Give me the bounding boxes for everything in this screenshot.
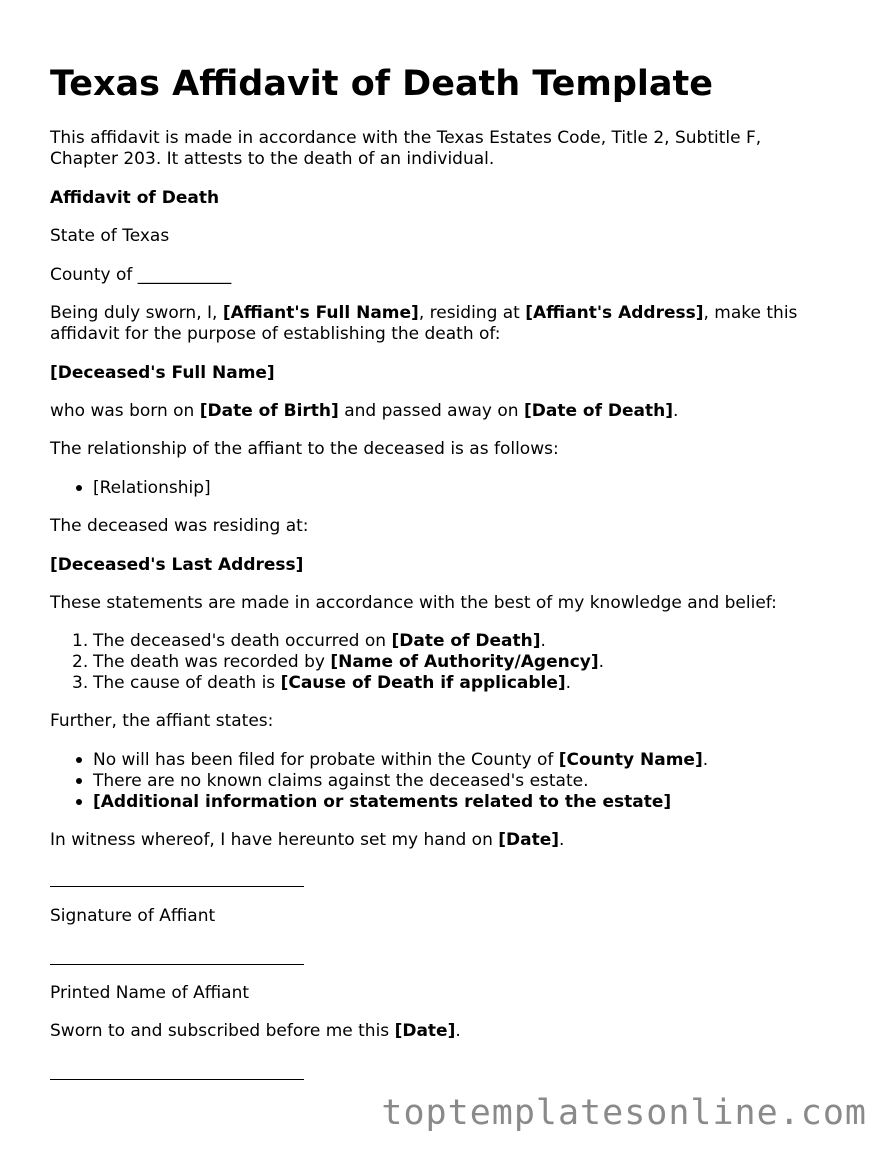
further-item [93,750,708,771]
residing-intro: The deceased was residing at: [50,516,309,536]
bullet-icon [76,757,82,763]
statement-placeholder: [Name of Authority/Agency] [330,652,599,672]
intro-line-2: Chapter 203. It attests to the death of an individual. [50,149,495,169]
list-number: 1. [72,631,89,651]
statement-text: The cause of death is [93,673,281,693]
printed-name-label: Printed Name of Affiant [50,983,250,1003]
witness-end: . [559,830,565,850]
relationship-item: [Relationship] [93,478,211,498]
further-item: There are no known claims against the deceased's estate. [93,771,589,791]
further-intro: Further, the affiant states: [50,711,274,731]
signature-label: Signature of Affiant [50,906,216,926]
date-of-birth-placeholder: [Date of Birth] [199,401,339,421]
born-text-1: who was born on [50,401,200,421]
witness-date-placeholder: [Date] [498,830,560,850]
affiant-name-placeholder: [Affiant's Full Name] [222,303,419,323]
further-text: No will has been filed for probate within the County of [93,750,559,770]
relationship-intro: The relationship of the affiant to the deceased is as follows: [50,439,559,459]
statement-text: The death was recorded by [93,652,331,672]
subscribed-line [50,1021,461,1042]
additional-info-placeholder: [Additional information or statements related to the estate] [93,792,672,812]
intro-line-1: This affidavit is made in accordance with the Texas Estates Code, Title 2, Subtitle F, [50,128,762,148]
section-heading [50,188,219,209]
printed-name-line [50,964,304,965]
witness-text: In witness whereof, I have hereunto set my hand on [50,830,499,850]
bullet-icon [76,778,82,784]
sworn-text-2: , residing at [418,303,526,323]
watermark: toptemplatesonline.com [381,1093,867,1133]
witness-line [50,830,564,851]
section-heading-text: Affidavit of Death [50,188,220,208]
bullet-icon [76,799,82,805]
statements-intro: These statements are made in accordance with the best of my knowledge and belief: [50,593,777,613]
statement-end: . [540,631,546,651]
statement-end: . [565,673,572,693]
bullet-icon [76,485,82,491]
deceased-name-placeholder: [Deceased's Full Name] [50,363,275,383]
county-name-placeholder: [County Name] [558,750,703,770]
state-line: State of Texas [50,226,170,246]
notary-signature-line [50,1079,304,1080]
statement-placeholder: [Date of Death] [391,631,541,651]
county-line: County of ___________ [50,265,232,285]
further-item [93,792,671,813]
list-number: 2. [72,652,89,672]
further-end: . [702,750,709,770]
sworn-text-3: , make this [703,303,798,323]
subscribed-date-placeholder: [Date] [394,1021,456,1041]
born-text-2: and passed away on [338,401,524,421]
statement-item [93,652,604,673]
born-line [50,401,678,422]
affiant-address-placeholder: [Affiant's Address] [525,303,704,323]
deceased-name-line [50,363,275,384]
statement-item [93,631,546,652]
subscribed-end: . [455,1021,461,1041]
list-number: 3. [72,673,89,693]
sworn-line-1 [50,303,797,324]
last-address-line [50,555,303,576]
statement-text: The deceased's death occurred on [93,631,392,651]
born-text-3: . [673,401,679,421]
page-title: Texas Affidavit of Death Template [50,64,713,104]
last-address-placeholder: [Deceased's Last Address] [50,555,304,575]
date-of-death-placeholder: [Date of Death] [523,401,674,421]
signature-line [50,886,304,887]
statement-item [93,673,571,694]
subscribed-text: Sworn to and subscribed before me this [50,1021,395,1041]
statement-placeholder: [Cause of Death if applicable] [280,673,566,693]
statement-end: . [598,652,605,672]
sworn-text-1: Being duly sworn, I, [50,303,223,323]
sworn-line-2: affidavit for the purpose of establishing the death of: [50,324,501,344]
